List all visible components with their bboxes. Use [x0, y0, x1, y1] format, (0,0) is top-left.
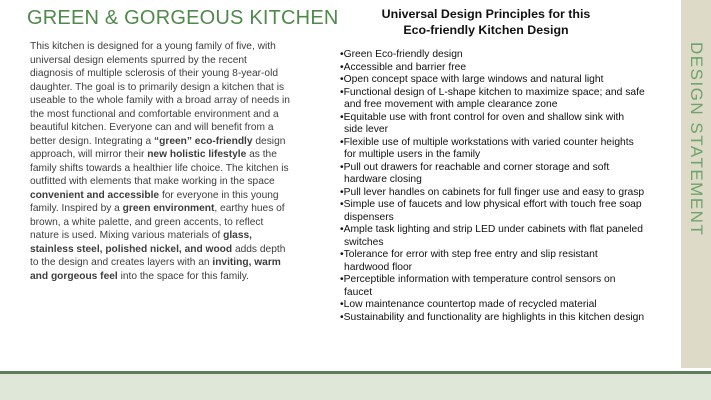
intro-text: into the space for this family.: [117, 270, 249, 282]
intro-emphasis: convenient and accessible: [30, 189, 160, 201]
intro-text: design approach, will mirror their: [30, 135, 286, 160]
principle-item: • Low maintenance countertop made of recycled material: [337, 299, 645, 312]
principles-heading: [336, 7, 636, 38]
principle-item: • Ample task lighting and strip LED under cabinets with flat paneled switches: [337, 224, 645, 249]
principles-heading-line2: Eco-friendly Kitchen Design: [403, 22, 569, 37]
page-title: GREEN & GORGEOUS KITCHEN: [27, 7, 339, 29]
principle-item: • Green Eco-friendly design: [337, 49, 645, 62]
principle-item: • Flexible use of multiple workstations with varied counter heights for multiple users in the family: [337, 137, 645, 162]
principle-item: • Pull lever handles on cabinets for full finger use and easy to grasp: [337, 187, 645, 200]
principle-item: • Sustainability and functionality are highlights in this kitchen design: [337, 312, 645, 325]
principle-item: • Tolerance for error with step free entry and slip resistant hardwood floor: [337, 249, 645, 274]
intro-emphasis: glass, stainless steel, polished nickel, and wood: [30, 230, 252, 255]
intro-text: adds depth to the design and creates layers with an: [30, 243, 286, 268]
intro-emphasis: green environment: [122, 203, 215, 214]
principle-item: • Perceptible information with temperature control sensors on faucet: [337, 274, 645, 299]
principle-item: • Pull out drawers for reachable and corner storage and soft hardware closing: [337, 162, 645, 187]
intro-text: This kitchen is designed for a young family of five, with universal design elements spurred by the recent diagnosis of multiple sclerosis of their young 8-year-old daughter. The goal is to primarily design a kitchen that is useable to the whole family with a broad array of needs in the most functional and comfortable environment and a beautiful kitchen. Everyone can and will benefit from a better design. Integrating a: [30, 41, 290, 147]
intro-emphasis: new holistic lifestyle: [147, 149, 247, 160]
intro-emphasis: “green” eco-friendly: [154, 135, 253, 147]
side-label-container: [681, 0, 711, 368]
principles-heading-line1: Universal Design Principles for this: [381, 7, 591, 21]
principle-item: • Accessible and barrier free: [337, 62, 645, 75]
intro-text: , earthy hues of brown, a white palette, and green accents, to reflect nature is used. Mixing various materials of: [30, 203, 285, 241]
principle-item: • Equitable use with front control for oven and shallow sink with side lever: [337, 112, 645, 137]
principle-item: • Functional design of L-shape kitchen to maximize space; and safe and free movement with ample clearance zone: [337, 87, 645, 112]
intro-paragraph: [30, 40, 292, 283]
principle-item: • Open concept space with large windows and natural light: [337, 74, 645, 87]
intro-text: as the family shifts towards a healthier life choice. The kitchen is outfitted with elements that make working in the space: [30, 149, 289, 187]
intro-text: for everyone in this young family. Inspired by a: [30, 189, 279, 214]
principle-item: • Simple use of faucets and low physical effort with touch free soap dispensers: [337, 199, 645, 224]
intro-emphasis: inviting, warm and gorgeous feel: [30, 257, 281, 282]
principles-list: [337, 49, 645, 324]
footer-bar: [0, 374, 711, 400]
side-label: DESIGN STATEMENT: [687, 41, 706, 237]
